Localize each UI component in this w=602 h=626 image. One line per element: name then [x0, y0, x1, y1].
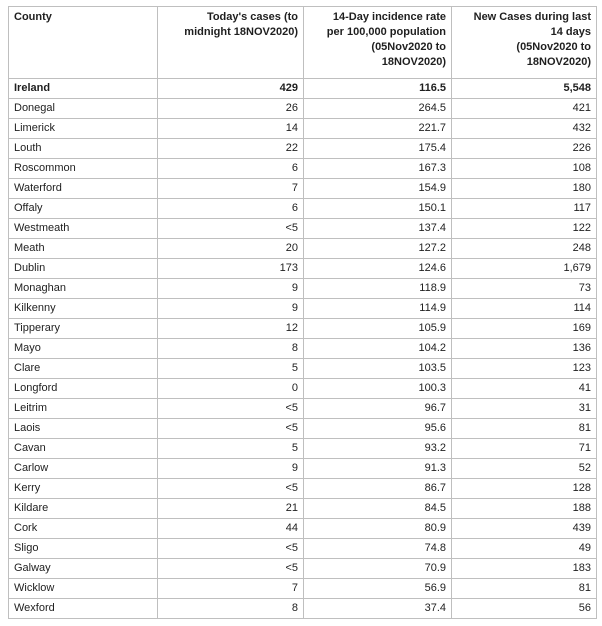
new-cases-cell: 81: [452, 579, 597, 599]
incidence-rate-cell: 93.2: [304, 439, 452, 459]
county-cell: Westmeath: [9, 219, 158, 239]
table-row: [9, 479, 597, 499]
incidence-rate-cell: 84.5: [304, 499, 452, 519]
todays-cases-cell: 429: [158, 79, 304, 99]
new-cases-cell: 421: [452, 99, 597, 119]
table-row: [9, 299, 597, 319]
header-county-label: County: [14, 11, 52, 23]
incidence-rate-cell: 105.9: [304, 319, 452, 339]
todays-cases-cell: 26: [158, 99, 304, 119]
incidence-rate-cell: 167.3: [304, 159, 452, 179]
new-cases-cell: 123: [452, 359, 597, 379]
todays-cases-cell: 7: [158, 179, 304, 199]
todays-cases-cell: <5: [158, 419, 304, 439]
incidence-rate-cell: 56.9: [304, 579, 452, 599]
todays-cases-cell: 5: [158, 359, 304, 379]
incidence-rate-cell: 221.7: [304, 119, 452, 139]
todays-cases-cell: 44: [158, 519, 304, 539]
county-cell: Offaly: [9, 199, 158, 219]
county-cases-table: [8, 6, 597, 619]
table-row: [9, 379, 597, 399]
table-row: [9, 259, 597, 279]
header-new-cases-line: 14 days: [550, 26, 591, 38]
header-incidence-rate-line: 14-Day incidence rate: [332, 11, 446, 23]
todays-cases-cell: 6: [158, 159, 304, 179]
table-row: [9, 319, 597, 339]
table-body: [9, 79, 597, 619]
new-cases-cell: 169: [452, 319, 597, 339]
incidence-rate-cell: 91.3: [304, 459, 452, 479]
county-cell: Wicklow: [9, 579, 158, 599]
county-cell: Tipperary: [9, 319, 158, 339]
new-cases-cell: 73: [452, 279, 597, 299]
table-row: [9, 419, 597, 439]
todays-cases-cell: 20: [158, 239, 304, 259]
new-cases-cell: 81: [452, 419, 597, 439]
new-cases-cell: 31: [452, 399, 597, 419]
table-row-total: [9, 79, 597, 99]
new-cases-cell: 71: [452, 439, 597, 459]
county-cell: Laois: [9, 419, 158, 439]
county-cell: Kildare: [9, 499, 158, 519]
incidence-rate-cell: 96.7: [304, 399, 452, 419]
incidence-rate-cell: 118.9: [304, 279, 452, 299]
county-cell: Clare: [9, 359, 158, 379]
table-row: [9, 139, 597, 159]
todays-cases-cell: 9: [158, 299, 304, 319]
table-row: [9, 599, 597, 619]
todays-cases-cell: 14: [158, 119, 304, 139]
table-row: [9, 439, 597, 459]
table-row: [9, 119, 597, 139]
header-row: [9, 7, 597, 79]
new-cases-cell: 41: [452, 379, 597, 399]
county-cell: Meath: [9, 239, 158, 259]
todays-cases-cell: 9: [158, 459, 304, 479]
new-cases-cell: 114: [452, 299, 597, 319]
new-cases-cell: 52: [452, 459, 597, 479]
incidence-rate-cell: 103.5: [304, 359, 452, 379]
table-row: [9, 519, 597, 539]
todays-cases-cell: 9: [158, 279, 304, 299]
table-row: [9, 499, 597, 519]
table-row: [9, 579, 597, 599]
county-cell: Wexford: [9, 599, 158, 619]
table-row: [9, 219, 597, 239]
todays-cases-cell: <5: [158, 559, 304, 579]
county-cell: Limerick: [9, 119, 158, 139]
todays-cases-cell: 8: [158, 599, 304, 619]
todays-cases-cell: <5: [158, 479, 304, 499]
table-row: [9, 399, 597, 419]
incidence-rate-cell: 104.2: [304, 339, 452, 359]
header-new-cases: [452, 7, 597, 79]
incidence-rate-cell: 70.9: [304, 559, 452, 579]
county-cell: Carlow: [9, 459, 158, 479]
incidence-rate-cell: 150.1: [304, 199, 452, 219]
new-cases-cell: 432: [452, 119, 597, 139]
new-cases-cell: 1,679: [452, 259, 597, 279]
county-cell: Mayo: [9, 339, 158, 359]
incidence-rate-cell: 175.4: [304, 139, 452, 159]
county-cell: Kerry: [9, 479, 158, 499]
incidence-rate-cell: 154.9: [304, 179, 452, 199]
table-row: [9, 459, 597, 479]
new-cases-cell: 122: [452, 219, 597, 239]
table-row: [9, 279, 597, 299]
todays-cases-cell: 7: [158, 579, 304, 599]
county-cell: Cork: [9, 519, 158, 539]
todays-cases-cell: 21: [158, 499, 304, 519]
incidence-rate-cell: 86.7: [304, 479, 452, 499]
table-row: [9, 539, 597, 559]
incidence-rate-cell: 264.5: [304, 99, 452, 119]
todays-cases-cell: 22: [158, 139, 304, 159]
header-todays-cases-line: midnight 18NOV2020): [184, 26, 298, 38]
county-cell: Kilkenny: [9, 299, 158, 319]
incidence-rate-cell: 95.6: [304, 419, 452, 439]
header-new-cases-line: (05Nov2020 to: [516, 41, 591, 53]
header-todays-cases: [158, 7, 304, 79]
todays-cases-cell: <5: [158, 539, 304, 559]
county-cell: Roscommon: [9, 159, 158, 179]
county-cell: Dublin: [9, 259, 158, 279]
incidence-rate-cell: 116.5: [304, 79, 452, 99]
new-cases-cell: 188: [452, 499, 597, 519]
new-cases-cell: 49: [452, 539, 597, 559]
new-cases-cell: 226: [452, 139, 597, 159]
county-cell: Donegal: [9, 99, 158, 119]
incidence-rate-cell: 100.3: [304, 379, 452, 399]
county-cell: Monaghan: [9, 279, 158, 299]
table-row: [9, 359, 597, 379]
header-new-cases-line: 18NOV2020): [526, 56, 591, 68]
todays-cases-cell: <5: [158, 399, 304, 419]
table-row: [9, 159, 597, 179]
incidence-rate-cell: 80.9: [304, 519, 452, 539]
todays-cases-cell: 0: [158, 379, 304, 399]
todays-cases-cell: 6: [158, 199, 304, 219]
county-cell: Cavan: [9, 439, 158, 459]
table-row: [9, 179, 597, 199]
new-cases-cell: 128: [452, 479, 597, 499]
new-cases-cell: 183: [452, 559, 597, 579]
header-incidence-rate-line: (05Nov2020 to: [371, 41, 446, 53]
todays-cases-cell: 8: [158, 339, 304, 359]
county-cell: Ireland: [9, 79, 158, 99]
todays-cases-cell: 12: [158, 319, 304, 339]
table-row: [9, 559, 597, 579]
todays-cases-cell: 173: [158, 259, 304, 279]
header-incidence-rate-line: 18NOV2020): [381, 56, 446, 68]
new-cases-cell: 108: [452, 159, 597, 179]
county-cell: Galway: [9, 559, 158, 579]
header-todays-cases-line: Today's cases (to: [206, 11, 298, 23]
todays-cases-cell: 5: [158, 439, 304, 459]
incidence-rate-cell: 137.4: [304, 219, 452, 239]
new-cases-cell: 117: [452, 199, 597, 219]
header-incidence-rate-line: per 100,000 population: [326, 26, 446, 38]
table-row: [9, 339, 597, 359]
county-cell: Sligo: [9, 539, 158, 559]
new-cases-cell: 248: [452, 239, 597, 259]
new-cases-cell: 439: [452, 519, 597, 539]
incidence-rate-cell: 124.6: [304, 259, 452, 279]
todays-cases-cell: <5: [158, 219, 304, 239]
incidence-rate-cell: 114.9: [304, 299, 452, 319]
county-cell: Longford: [9, 379, 158, 399]
new-cases-cell: 136: [452, 339, 597, 359]
incidence-rate-cell: 127.2: [304, 239, 452, 259]
header-county: [9, 7, 158, 79]
table-row: [9, 239, 597, 259]
county-cell: Waterford: [9, 179, 158, 199]
new-cases-cell: 180: [452, 179, 597, 199]
incidence-rate-cell: 37.4: [304, 599, 452, 619]
table-row: [9, 99, 597, 119]
new-cases-cell: 56: [452, 599, 597, 619]
header-incidence-rate: [304, 7, 452, 79]
new-cases-cell: 5,548: [452, 79, 597, 99]
header-new-cases-line: New Cases during last: [473, 11, 591, 23]
table-row: [9, 199, 597, 219]
county-cell: Louth: [9, 139, 158, 159]
incidence-rate-cell: 74.8: [304, 539, 452, 559]
county-cell: Leitrim: [9, 399, 158, 419]
